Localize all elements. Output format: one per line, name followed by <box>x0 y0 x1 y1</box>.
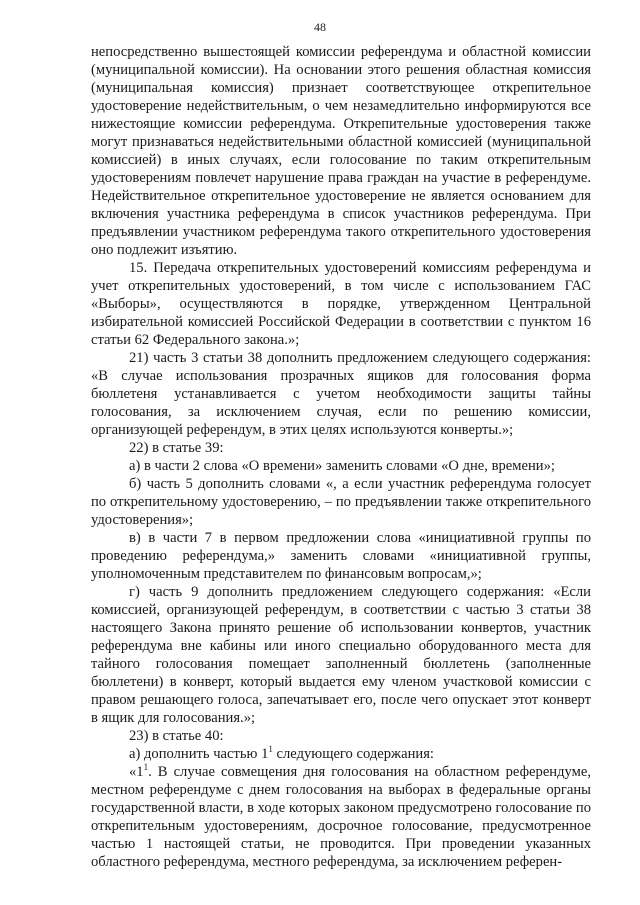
paragraph-3: 21) часть 3 статьи 38 дополнить предложением следующего содержания: «В случае использования прозрачных ящиков для голосования форма бюллетеня устанавливается с учетом необходимости защиты тайны голосования, за исключением случая, если по решению комиссии, организующей референдум, в этих целях используются конверты.»; <box>91 350 591 438</box>
paragraph-5: а) в части 2 слова «О времени» заменить словами «О дне, времени»; <box>129 458 555 474</box>
paragraph-2: 15. Передача открепительных удостоверений комиссиям референдума и учет открепительных удостоверений, в том числе с использованием ГАС «Выборы», осуществляются в порядке, утвержденном Центральной избирательной комиссией Российской Федерации в соответствии с пунктом 16 статьи 62 Федерального закона.»; <box>91 260 591 348</box>
paragraph-8: г) часть 9 дополнить предложением следующего содержания: «Если комиссией, организующей референдум, в соответствии с частью 3 статьи 38 настоящего Закона принято решение об использовании конвертов, участник референдума вне кабины или иного специально оборудованного места для тайного голосования помещает заполненный бюллетень (заполненные бюллетени) в конверт, который выдается ему членом участковой комиссии с правом решающего голоса, запечатывает его, после чего опускает этот конверт в ящик для голосования.»; <box>91 584 591 726</box>
paragraph-10-tail: следующего содержания: <box>272 746 434 762</box>
paragraph-11-text: «1 <box>129 764 144 780</box>
paragraph-4: 22) в статье 39: <box>129 440 224 456</box>
paragraph-7: в) в части 7 в первом предложении слова «инициативной группы по проведению референдума,» заменить словами «инициативной группы, уполномоченным представителем по финансовым вопросам,»; <box>91 530 591 582</box>
superscript: 1 <box>268 744 273 754</box>
paragraph-11-tail: . В случае совмещения дня голосования на областном референдуме, местном референдуме с днем голосования на выборах в федеральные органы государственной власти, в ходе которых законом предусмотрено голосование по открепительным удостоверениям, досрочное голосование, предусмотренное частью 1 настоящей статьи, не проводится. При проведении указанных областного референдума, местного референдума, за исключением референ- <box>91 764 591 870</box>
paragraph-6: б) часть 5 дополнить словами «, а если участник референдума голосует по открепительному удостоверению, – по предъявлении также открепительного удостоверения»; <box>91 476 591 528</box>
document-body <box>91 43 591 871</box>
paragraph-1: непосредственно вышестоящей комиссии референдума и областной комиссии (муниципальной комиссии). На основании этого решения областная комиссия (муниципальная комиссия) признает соответствующее открепительное удостоверение недействительным, о чем незамедлительно информируются все нижестоящие комиссии референдума. Открепительные удостоверения также могут признаваться недействительными областной комиссией (муниципальной комиссией) в иных случаях, если голосование по таким открепительным удостоверениям повлечет нарушение права граждан на участие в референдуме. Недействительное открепительное удостоверение не является основанием для включения участника референдума в список участников референдума. При предъявлении участником референдума такого открепительного удостоверения оно подлежит изъятию. <box>91 44 591 258</box>
paragraph-10-text: а) дополнить частью 1 <box>129 746 269 762</box>
paragraph-10 <box>91 745 591 763</box>
page-number: 48 <box>314 20 326 34</box>
superscript: 1 <box>143 762 149 772</box>
paragraph-9: 23) в статье 40: <box>129 728 224 744</box>
paragraph-11 <box>91 763 591 871</box>
